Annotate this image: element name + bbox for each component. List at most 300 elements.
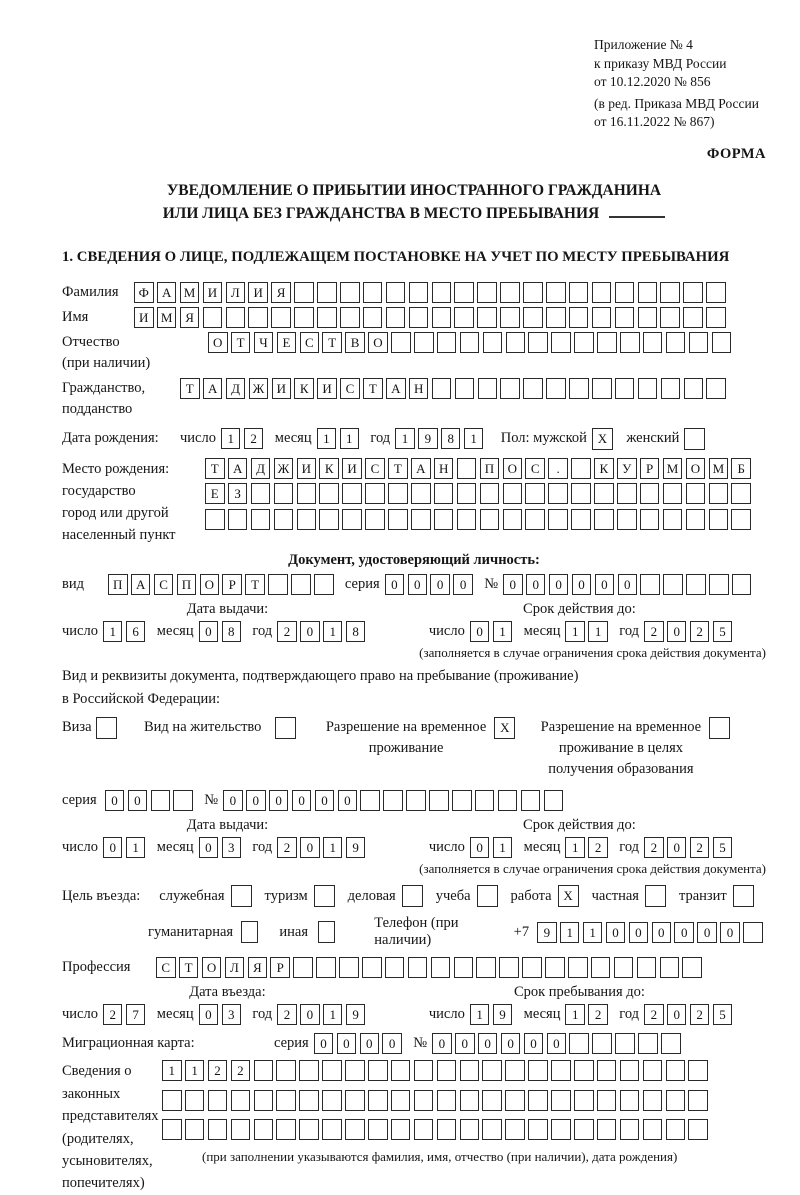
char-cell[interactable] — [500, 282, 520, 303]
char-cell[interactable]: Л — [226, 282, 246, 303]
char-cell[interactable]: А — [131, 574, 151, 595]
char-cell[interactable]: 1 — [560, 922, 580, 943]
char-cell[interactable] — [688, 1119, 708, 1140]
char-cell[interactable] — [614, 957, 634, 978]
char-cell[interactable] — [643, 332, 663, 353]
char-cell[interactable] — [571, 458, 591, 479]
char-cell[interactable] — [208, 1090, 228, 1111]
char-cell[interactable]: Т — [231, 332, 251, 353]
char-cell[interactable]: 1 — [162, 1060, 182, 1081]
char-cell[interactable] — [345, 1090, 365, 1111]
char-cell[interactable] — [686, 574, 706, 595]
char-cell[interactable]: И — [203, 282, 223, 303]
char-cell[interactable] — [363, 307, 383, 328]
char-cell[interactable] — [640, 483, 660, 504]
char-cell[interactable] — [591, 957, 611, 978]
purpose-other-checkbox[interactable] — [318, 921, 335, 943]
char-cell[interactable] — [362, 957, 382, 978]
char-cell[interactable] — [319, 509, 339, 530]
char-cell[interactable]: . — [548, 458, 568, 479]
char-cell[interactable]: П — [177, 574, 197, 595]
char-cell[interactable]: 0 — [667, 837, 687, 858]
char-cell[interactable] — [525, 483, 545, 504]
char-cell[interactable] — [268, 574, 288, 595]
char-cell[interactable]: 1 — [126, 837, 146, 858]
char-cell[interactable]: 2 — [690, 837, 710, 858]
char-cell[interactable] — [299, 1090, 319, 1111]
char-cell[interactable] — [574, 1060, 594, 1081]
char-cell[interactable] — [185, 1090, 205, 1111]
char-cell[interactable] — [293, 957, 313, 978]
char-cell[interactable] — [706, 378, 726, 399]
char-cell[interactable]: Р — [222, 574, 242, 595]
char-cell[interactable] — [660, 307, 680, 328]
char-cell[interactable] — [297, 509, 317, 530]
char-cell[interactable]: 0 — [408, 574, 428, 595]
char-cell[interactable] — [414, 1060, 434, 1081]
char-cell[interactable]: 0 — [314, 1033, 334, 1054]
char-cell[interactable] — [368, 1060, 388, 1081]
char-cell[interactable]: О — [503, 458, 523, 479]
char-cell[interactable] — [434, 509, 454, 530]
char-cell[interactable] — [391, 332, 411, 353]
char-cell[interactable] — [460, 1090, 480, 1111]
char-cell[interactable]: С — [300, 332, 320, 353]
char-cell[interactable] — [638, 378, 658, 399]
char-cell[interactable]: 0 — [385, 574, 405, 595]
char-cell[interactable]: 1 — [588, 621, 608, 642]
char-cell[interactable] — [643, 1060, 663, 1081]
char-cell[interactable] — [683, 282, 703, 303]
char-cell[interactable]: С — [365, 458, 385, 479]
char-cell[interactable]: Б — [731, 458, 751, 479]
char-cell[interactable]: Т — [388, 458, 408, 479]
char-cell[interactable] — [660, 282, 680, 303]
char-cell[interactable]: 0 — [105, 790, 125, 811]
char-cell[interactable]: 0 — [618, 574, 638, 595]
char-cell[interactable]: 0 — [300, 1004, 320, 1025]
char-cell[interactable]: 0 — [501, 1033, 521, 1054]
sex-female-checkbox[interactable] — [684, 428, 705, 450]
char-cell[interactable] — [574, 1119, 594, 1140]
char-cell[interactable] — [460, 332, 480, 353]
char-cell[interactable]: 0 — [103, 837, 123, 858]
char-cell[interactable] — [712, 332, 732, 353]
char-cell[interactable] — [528, 332, 548, 353]
char-cell[interactable]: И — [134, 307, 154, 328]
char-cell[interactable]: М — [180, 282, 200, 303]
char-cell[interactable] — [480, 509, 500, 530]
char-cell[interactable] — [686, 509, 706, 530]
char-cell[interactable] — [528, 1090, 548, 1111]
char-cell[interactable] — [454, 957, 474, 978]
char-cell[interactable]: 0 — [246, 790, 266, 811]
char-cell[interactable] — [523, 282, 543, 303]
char-cell[interactable]: 0 — [338, 790, 358, 811]
char-cell[interactable]: З — [228, 483, 248, 504]
char-cell[interactable]: 9 — [537, 922, 557, 943]
char-cell[interactable]: 0 — [524, 1033, 544, 1054]
char-cell[interactable] — [709, 574, 729, 595]
char-cell[interactable] — [731, 483, 751, 504]
char-cell[interactable]: Я — [248, 957, 268, 978]
char-cell[interactable]: 0 — [269, 790, 289, 811]
char-cell[interactable] — [666, 1119, 686, 1140]
char-cell[interactable] — [571, 483, 591, 504]
char-cell[interactable] — [706, 282, 726, 303]
purpose-work-checkbox[interactable]: X — [558, 885, 579, 907]
char-cell[interactable] — [432, 378, 452, 399]
char-cell[interactable] — [503, 509, 523, 530]
char-cell[interactable] — [548, 509, 568, 530]
char-cell[interactable] — [251, 483, 271, 504]
char-cell[interactable] — [505, 1119, 525, 1140]
char-cell[interactable] — [551, 1090, 571, 1111]
char-cell[interactable] — [455, 378, 475, 399]
char-cell[interactable] — [505, 1090, 525, 1111]
char-cell[interactable]: 2 — [103, 1004, 123, 1025]
char-cell[interactable] — [620, 1090, 640, 1111]
char-cell[interactable]: 2 — [644, 837, 664, 858]
char-cell[interactable] — [457, 509, 477, 530]
char-cell[interactable] — [528, 1119, 548, 1140]
char-cell[interactable] — [661, 1033, 681, 1054]
char-cell[interactable] — [274, 509, 294, 530]
char-cell[interactable] — [663, 509, 683, 530]
purpose-transit-checkbox[interactable] — [733, 885, 754, 907]
char-cell[interactable] — [299, 1119, 319, 1140]
char-cell[interactable] — [571, 509, 591, 530]
char-cell[interactable] — [173, 790, 193, 811]
char-cell[interactable] — [551, 1119, 571, 1140]
char-cell[interactable]: А — [386, 378, 406, 399]
char-cell[interactable] — [317, 282, 337, 303]
char-cell[interactable] — [643, 1090, 663, 1111]
char-cell[interactable]: А — [203, 378, 223, 399]
char-cell[interactable]: 9 — [346, 837, 366, 858]
char-cell[interactable]: С — [525, 458, 545, 479]
char-cell[interactable] — [545, 957, 565, 978]
char-cell[interactable] — [620, 1119, 640, 1140]
char-cell[interactable] — [523, 378, 543, 399]
char-cell[interactable] — [500, 307, 520, 328]
char-cell[interactable]: М — [709, 458, 729, 479]
char-cell[interactable]: 1 — [221, 428, 241, 449]
char-cell[interactable]: 0 — [667, 621, 687, 642]
char-cell[interactable]: 0 — [697, 922, 717, 943]
char-cell[interactable]: О — [202, 957, 222, 978]
char-cell[interactable]: Л — [225, 957, 245, 978]
char-cell[interactable]: К — [594, 458, 614, 479]
char-cell[interactable]: 0 — [382, 1033, 402, 1054]
char-cell[interactable]: 0 — [674, 922, 694, 943]
char-cell[interactable]: 0 — [652, 922, 672, 943]
char-cell[interactable] — [414, 1090, 434, 1111]
char-cell[interactable] — [226, 307, 246, 328]
char-cell[interactable] — [683, 307, 703, 328]
char-cell[interactable]: 0 — [315, 790, 335, 811]
char-cell[interactable] — [475, 790, 495, 811]
char-cell[interactable] — [208, 1119, 228, 1140]
char-cell[interactable] — [500, 378, 520, 399]
char-cell[interactable]: 0 — [549, 574, 569, 595]
char-cell[interactable]: 2 — [277, 837, 297, 858]
char-cell[interactable] — [363, 282, 383, 303]
char-cell[interactable]: О — [200, 574, 220, 595]
char-cell[interactable]: 0 — [199, 1004, 219, 1025]
char-cell[interactable]: Т — [322, 332, 342, 353]
char-cell[interactable] — [521, 790, 541, 811]
char-cell[interactable]: Я — [180, 307, 200, 328]
char-cell[interactable]: 2 — [644, 1004, 664, 1025]
char-cell[interactable]: 2 — [588, 1004, 608, 1025]
char-cell[interactable]: И — [248, 282, 268, 303]
char-cell[interactable] — [638, 1033, 658, 1054]
char-cell[interactable]: 0 — [606, 922, 626, 943]
char-cell[interactable] — [437, 1090, 457, 1111]
char-cell[interactable] — [643, 1119, 663, 1140]
char-cell[interactable]: 0 — [720, 922, 740, 943]
char-cell[interactable]: М — [157, 307, 177, 328]
char-cell[interactable]: И — [297, 458, 317, 479]
char-cell[interactable]: О — [686, 458, 706, 479]
char-cell[interactable]: 0 — [503, 574, 523, 595]
char-cell[interactable]: Е — [205, 483, 225, 504]
char-cell[interactable] — [340, 307, 360, 328]
char-cell[interactable]: 1 — [565, 621, 585, 642]
char-cell[interactable]: Е — [277, 332, 297, 353]
char-cell[interactable] — [706, 307, 726, 328]
char-cell[interactable]: 1 — [323, 1004, 343, 1025]
char-cell[interactable] — [569, 378, 589, 399]
char-cell[interactable] — [409, 282, 429, 303]
char-cell[interactable] — [709, 509, 729, 530]
char-cell[interactable]: К — [319, 458, 339, 479]
char-cell[interactable] — [291, 574, 311, 595]
char-cell[interactable] — [732, 574, 752, 595]
char-cell[interactable]: 2 — [644, 621, 664, 642]
char-cell[interactable]: 9 — [346, 1004, 366, 1025]
char-cell[interactable] — [548, 483, 568, 504]
char-cell[interactable] — [709, 483, 729, 504]
char-cell[interactable] — [383, 790, 403, 811]
char-cell[interactable] — [388, 509, 408, 530]
char-cell[interactable]: 1 — [470, 1004, 490, 1025]
char-cell[interactable]: 2 — [690, 621, 710, 642]
char-cell[interactable] — [568, 957, 588, 978]
char-cell[interactable] — [185, 1119, 205, 1140]
char-cell[interactable]: 1 — [323, 621, 343, 642]
char-cell[interactable] — [480, 483, 500, 504]
char-cell[interactable]: Я — [271, 282, 291, 303]
char-cell[interactable] — [228, 509, 248, 530]
char-cell[interactable] — [574, 1090, 594, 1111]
char-cell[interactable]: 0 — [572, 574, 592, 595]
char-cell[interactable] — [388, 483, 408, 504]
char-cell[interactable]: 2 — [208, 1060, 228, 1081]
char-cell[interactable] — [551, 1060, 571, 1081]
char-cell[interactable] — [682, 957, 702, 978]
char-cell[interactable] — [368, 1090, 388, 1111]
char-cell[interactable] — [322, 1090, 342, 1111]
char-cell[interactable]: Т — [245, 574, 265, 595]
char-cell[interactable] — [477, 282, 497, 303]
char-cell[interactable]: 0 — [629, 922, 649, 943]
char-cell[interactable] — [688, 1060, 708, 1081]
char-cell[interactable] — [615, 378, 635, 399]
char-cell[interactable]: 0 — [595, 574, 615, 595]
char-cell[interactable] — [640, 574, 660, 595]
char-cell[interactable] — [365, 483, 385, 504]
char-cell[interactable] — [660, 957, 680, 978]
char-cell[interactable]: С — [156, 957, 176, 978]
char-cell[interactable] — [385, 957, 405, 978]
char-cell[interactable]: Д — [251, 458, 271, 479]
char-cell[interactable] — [276, 1060, 296, 1081]
char-cell[interactable]: 0 — [300, 621, 320, 642]
char-cell[interactable] — [638, 282, 658, 303]
char-cell[interactable]: 0 — [667, 1004, 687, 1025]
char-cell[interactable] — [503, 483, 523, 504]
char-cell[interactable]: 9 — [418, 428, 438, 449]
char-cell[interactable] — [294, 282, 314, 303]
char-cell[interactable] — [592, 378, 612, 399]
char-cell[interactable] — [162, 1090, 182, 1111]
char-cell[interactable] — [477, 307, 497, 328]
char-cell[interactable]: Т — [179, 957, 199, 978]
char-cell[interactable]: А — [228, 458, 248, 479]
char-cell[interactable]: 2 — [690, 1004, 710, 1025]
char-cell[interactable]: Т — [363, 378, 383, 399]
char-cell[interactable]: 1 — [464, 428, 484, 449]
char-cell[interactable]: Ф — [134, 282, 154, 303]
char-cell[interactable]: Р — [640, 458, 660, 479]
char-cell[interactable] — [411, 509, 431, 530]
char-cell[interactable] — [617, 509, 637, 530]
char-cell[interactable]: 1 — [565, 1004, 585, 1025]
char-cell[interactable] — [460, 1119, 480, 1140]
char-cell[interactable] — [360, 790, 380, 811]
char-cell[interactable] — [688, 1090, 708, 1111]
char-cell[interactable] — [365, 509, 385, 530]
char-cell[interactable] — [406, 790, 426, 811]
char-cell[interactable] — [414, 332, 434, 353]
char-cell[interactable] — [637, 957, 657, 978]
char-cell[interactable]: 0 — [526, 574, 546, 595]
char-cell[interactable] — [162, 1119, 182, 1140]
char-cell[interactable] — [482, 1060, 502, 1081]
char-cell[interactable] — [476, 957, 496, 978]
char-cell[interactable]: И — [272, 378, 292, 399]
char-cell[interactable] — [452, 790, 472, 811]
temp-residence-checkbox[interactable]: X — [494, 717, 515, 739]
char-cell[interactable]: Р — [270, 957, 290, 978]
char-cell[interactable] — [254, 1119, 274, 1140]
char-cell[interactable]: А — [411, 458, 431, 479]
char-cell[interactable]: Н — [434, 458, 454, 479]
char-cell[interactable] — [299, 1060, 319, 1081]
char-cell[interactable]: О — [208, 332, 228, 353]
char-cell[interactable] — [597, 1090, 617, 1111]
char-cell[interactable] — [620, 1060, 640, 1081]
char-cell[interactable]: В — [345, 332, 365, 353]
char-cell[interactable] — [231, 1119, 251, 1140]
char-cell[interactable] — [661, 378, 681, 399]
char-cell[interactable] — [345, 1060, 365, 1081]
char-cell[interactable] — [432, 307, 452, 328]
char-cell[interactable] — [322, 1119, 342, 1140]
char-cell[interactable] — [431, 957, 451, 978]
char-cell[interactable]: 0 — [547, 1033, 567, 1054]
char-cell[interactable] — [276, 1119, 296, 1140]
char-cell[interactable] — [731, 509, 751, 530]
char-cell[interactable] — [617, 483, 637, 504]
char-cell[interactable] — [482, 1119, 502, 1140]
char-cell[interactable] — [314, 574, 334, 595]
char-cell[interactable] — [342, 483, 362, 504]
char-cell[interactable]: А — [157, 282, 177, 303]
char-cell[interactable]: 0 — [430, 574, 450, 595]
char-cell[interactable]: 5 — [713, 837, 733, 858]
char-cell[interactable]: 1 — [395, 428, 415, 449]
char-cell[interactable]: 0 — [199, 621, 219, 642]
char-cell[interactable] — [666, 1090, 686, 1111]
char-cell[interactable] — [432, 282, 452, 303]
char-cell[interactable] — [743, 922, 763, 943]
char-cell[interactable] — [615, 282, 635, 303]
char-cell[interactable] — [528, 1060, 548, 1081]
char-cell[interactable] — [386, 282, 406, 303]
char-cell[interactable]: 0 — [470, 837, 490, 858]
char-cell[interactable] — [615, 1033, 635, 1054]
char-cell[interactable]: Ж — [249, 378, 269, 399]
purpose-humanitarian-checkbox[interactable] — [241, 921, 258, 943]
char-cell[interactable] — [666, 332, 686, 353]
char-cell[interactable] — [620, 332, 640, 353]
char-cell[interactable] — [339, 957, 359, 978]
char-cell[interactable]: 1 — [340, 428, 360, 449]
char-cell[interactable] — [525, 509, 545, 530]
char-cell[interactable] — [319, 483, 339, 504]
char-cell[interactable] — [203, 307, 223, 328]
purpose-study-checkbox[interactable] — [477, 885, 498, 907]
char-cell[interactable] — [248, 307, 268, 328]
char-cell[interactable] — [454, 307, 474, 328]
char-cell[interactable] — [457, 458, 477, 479]
char-cell[interactable]: 1 — [493, 837, 513, 858]
residence-permit-checkbox[interactable] — [275, 717, 296, 739]
char-cell[interactable] — [597, 332, 617, 353]
char-cell[interactable]: К — [294, 378, 314, 399]
char-cell[interactable] — [594, 483, 614, 504]
char-cell[interactable] — [574, 332, 594, 353]
char-cell[interactable] — [254, 1060, 274, 1081]
char-cell[interactable]: 3 — [222, 1004, 242, 1025]
purpose-business-checkbox[interactable] — [402, 885, 423, 907]
char-cell[interactable] — [638, 307, 658, 328]
char-cell[interactable] — [271, 307, 291, 328]
char-cell[interactable] — [251, 509, 271, 530]
char-cell[interactable] — [684, 378, 704, 399]
char-cell[interactable] — [483, 332, 503, 353]
char-cell[interactable]: И — [342, 458, 362, 479]
char-cell[interactable] — [506, 332, 526, 353]
char-cell[interactable]: 7 — [126, 1004, 146, 1025]
char-cell[interactable]: 0 — [478, 1033, 498, 1054]
char-cell[interactable] — [478, 378, 498, 399]
char-cell[interactable] — [276, 1090, 296, 1111]
char-cell[interactable] — [391, 1119, 411, 1140]
